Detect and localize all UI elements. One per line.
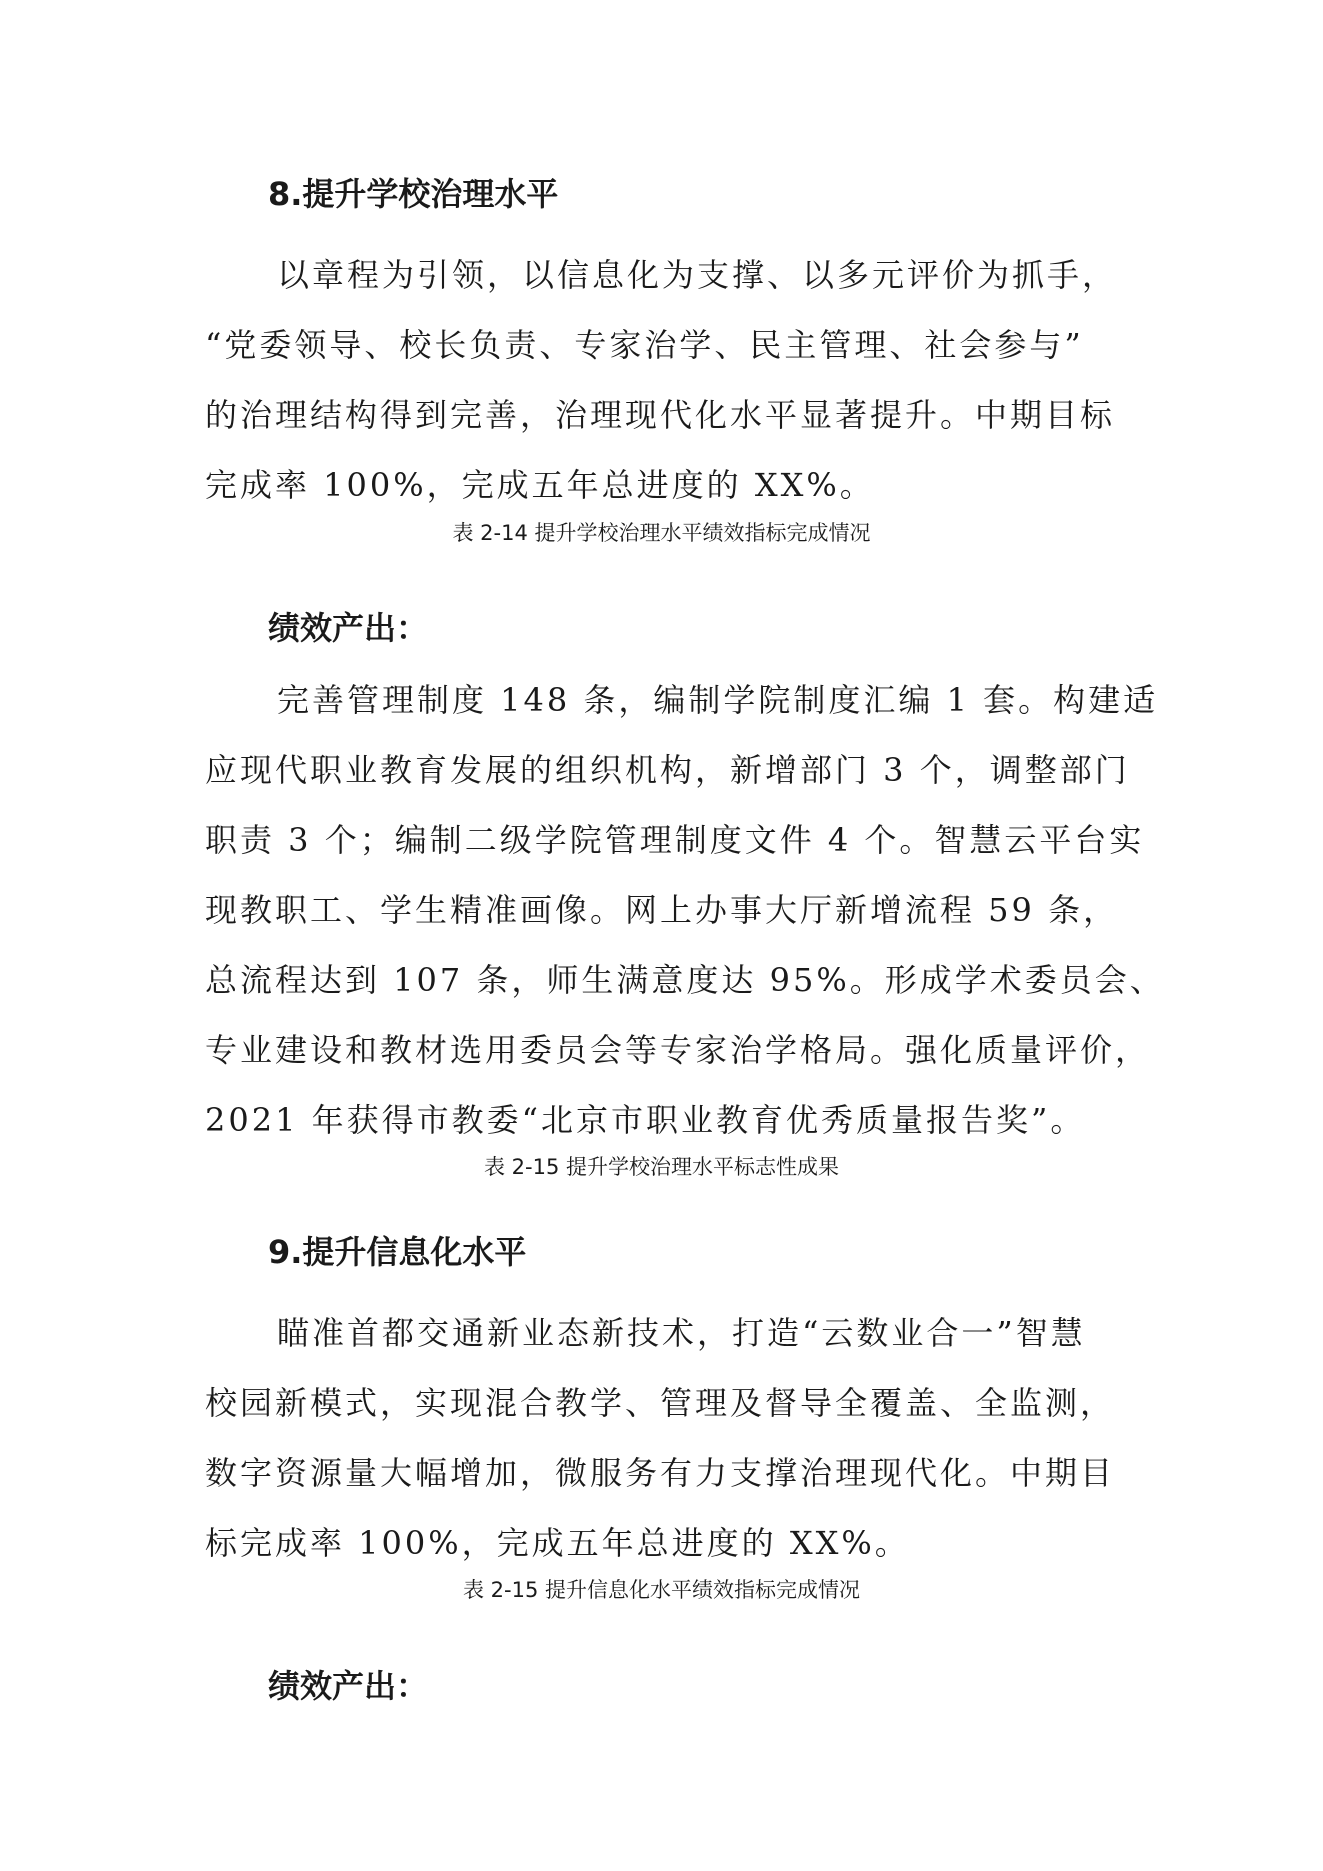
section-8-heading: 8.提升学校治理水平 [268, 175, 559, 213]
paragraph-line: 应现代职业教育发展的组织机构，新增部门 3 个，调整部门 [205, 751, 1130, 789]
paragraph-line: 2021 年获得市教委“北京市职业教育优秀质量报告奖”。 [205, 1101, 1086, 1139]
section-8-intro-paragraph [205, 240, 1165, 520]
performance-output-heading: 绩效产出： [268, 609, 429, 647]
paragraph-line: “党委领导、校长负责、专家治学、民主管理、社会参与” [205, 326, 1084, 364]
section-9-intro-paragraph [205, 1298, 1165, 1578]
paragraph-line: 校园新模式，实现混合教学、管理及督导全覆盖、全监测， [205, 1384, 1116, 1422]
performance-output-heading: 绩效产出： [268, 1667, 429, 1705]
paragraph-line: 职责 3 个；编制二级学院管理制度文件 4 个。智慧云平台实 [205, 821, 1145, 859]
section-8-output-paragraph [205, 665, 1165, 1155]
paragraph-line: 现教职工、学生精准画像。网上办事大厅新增流程 59 条， [205, 891, 1119, 929]
paragraph-line: 完善管理制度 148 条，编制学院制度汇编 1 套。构建适 [277, 681, 1159, 719]
paragraph-line: 标完成率 100%，完成五年总进度的 XX%。 [205, 1524, 910, 1562]
section-9-heading: 9.提升信息化水平 [268, 1233, 527, 1271]
paragraph-line: 瞄准首都交通新业态新技术，打造“云数业合一”智慧 [277, 1314, 1086, 1352]
table-caption: 表 2-14 提升学校治理水平绩效指标完成情况 [452, 521, 871, 545]
paragraph-line: 的治理结构得到完善，治理现代化水平显著提升。中期目标 [205, 396, 1116, 434]
paragraph-line: 数字资源量大幅增加，微服务有力支撑治理现代化。中期目 [205, 1454, 1116, 1492]
table-caption: 表 2-15 提升信息化水平绩效指标完成情况 [462, 1578, 860, 1602]
paragraph-line: 专业建设和教材选用委员会等专家治学格局。强化质量评价， [205, 1031, 1151, 1069]
result-caption: 表 2-15 提升学校治理水平标志性成果 [483, 1155, 839, 1179]
paragraph-line: 完成率 100%，完成五年总进度的 XX%。 [205, 466, 875, 504]
paragraph-line: 以章程为引领，以信息化为支撑、以多元评价为抓手， [277, 256, 1118, 294]
paragraph-line: 总流程达到 107 条，师生满意度达 95%。形成学术委员会、 [205, 961, 1165, 999]
